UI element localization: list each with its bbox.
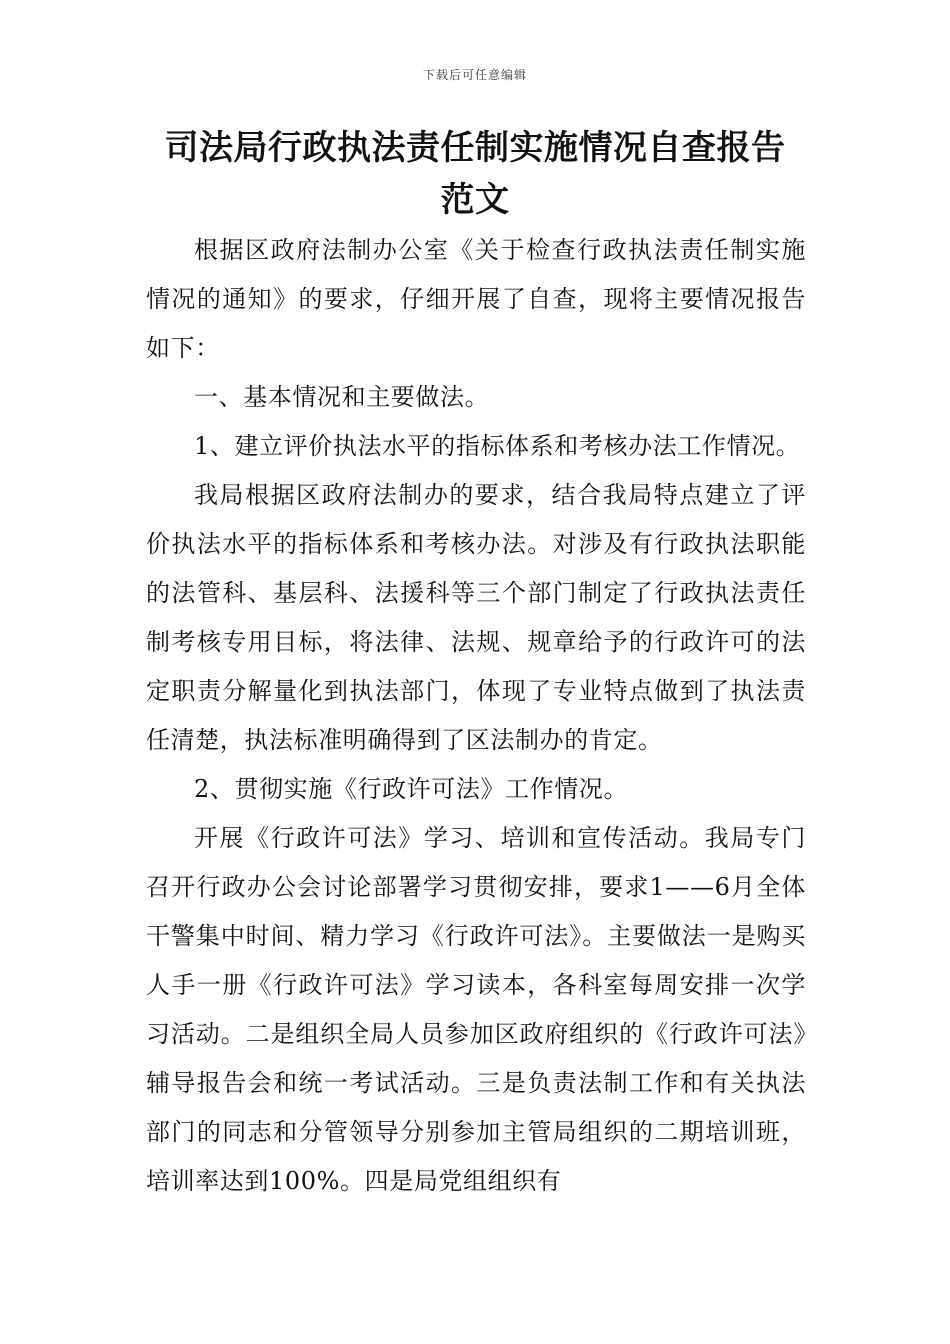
subsection-heading-1: 1、建立评价执法水平的指标体系和考核办法工作情况。 <box>194 432 801 460</box>
paragraph-licensing-law: 开展《行政许可法》学习、培训和宣传活动。我局专门召开行政办公会讨论部署学习贯彻安排，要求1——6月全体干警集中时间、精力学习《行政许可法》。主要做法一是购买人手一册《行政许可法》学习读本，各科室每周安排一次学习活动。二是组织全局人员参加区政府组织的《行政许可法》辅导报告会和统一考试活动。三是负责法制工作和有关执法部门的同志和分管领导分别参加主管局组织的二期培训班，培训率达到100%。四是局党组组织有 <box>146 824 806 1195</box>
paragraph-intro: 根据区政府法制办公室《关于检查行政执法责任制实施情况的通知》的要求，仔细开展了自查，现将主要情况报告如下： <box>146 236 806 362</box>
section-heading-1: 一、基本情况和主要做法。 <box>194 383 490 411</box>
document-title <box>150 122 800 226</box>
subsection-heading-2: 2、贯彻实施《行政许可法》工作情况。 <box>194 775 629 803</box>
document-body <box>146 226 806 1206</box>
document-title-line-2: 范文 <box>440 180 510 220</box>
paragraph-evaluation-system: 我局根据区政府法制办的要求，结合我局特点建立了评价执法水平的指标体系和考核办法。对涉及有行政执法职能的法管科、基层科、法援科等三个部门制定了行政执法责任制考核专用目标，将法律、法规、规章给予的行政许可的法定职责分解量化到执法部门，体现了专业特点做到了执法责任清楚，执法标准明确得到了区法制办的肯定。 <box>146 481 806 754</box>
document-title-line-1: 司法局行政执法责任制实施情况自查报告 <box>164 128 786 168</box>
header-note: 下载后可任意编辑 <box>422 68 527 82</box>
